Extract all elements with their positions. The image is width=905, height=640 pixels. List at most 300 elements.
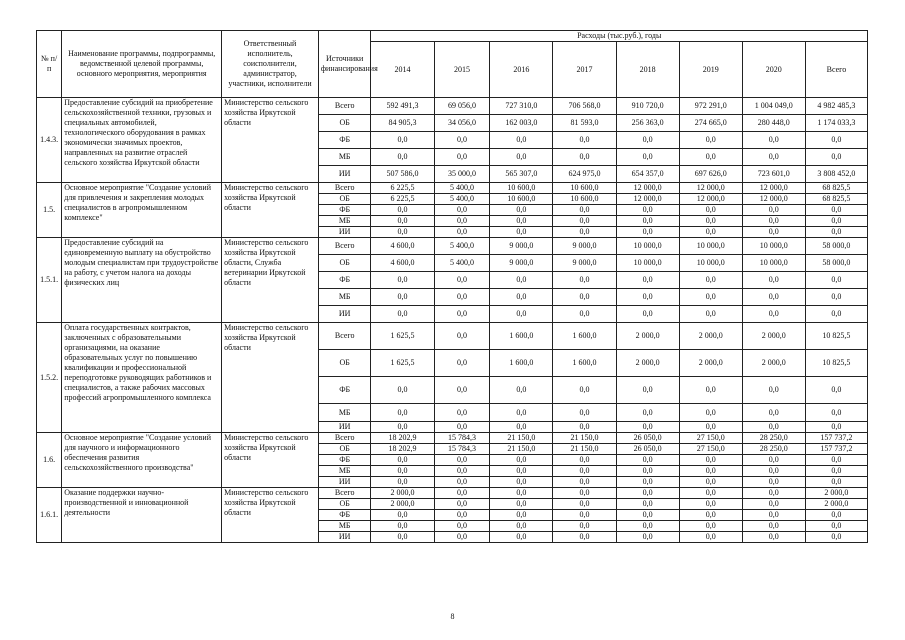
funding-source: Всего bbox=[318, 488, 371, 499]
funding-source: ИИ bbox=[318, 166, 371, 183]
total-cell: 0,0 bbox=[805, 404, 867, 422]
funding-source: МБ bbox=[318, 289, 371, 306]
amount-cell: 10 000,0 bbox=[742, 238, 805, 255]
total-cell: 0,0 bbox=[805, 455, 867, 466]
funding-source: ОБ bbox=[318, 444, 371, 455]
amount-cell: 0,0 bbox=[371, 532, 434, 543]
table-row bbox=[37, 98, 868, 115]
page-number: 8 bbox=[450, 612, 455, 621]
amount-cell: 0,0 bbox=[371, 272, 434, 289]
amount-cell: 21 150,0 bbox=[553, 444, 616, 455]
executor: Министерство сельского хозяйства Иркутской области bbox=[222, 433, 319, 488]
amount-cell: 0,0 bbox=[616, 227, 679, 238]
funding-source: ФБ bbox=[318, 272, 371, 289]
amount-cell: 5 400,0 bbox=[434, 255, 490, 272]
amount-cell: 6 225,5 bbox=[371, 183, 434, 194]
amount-cell: 0,0 bbox=[371, 306, 434, 323]
amount-cell: 0,0 bbox=[679, 499, 742, 510]
row-number: 1.6.1. bbox=[37, 488, 62, 543]
amount-cell: 1 625,5 bbox=[371, 350, 434, 377]
amount-cell: 0,0 bbox=[434, 289, 490, 306]
total-cell: 58 000,0 bbox=[805, 255, 867, 272]
amount-cell: 654 357,0 bbox=[616, 166, 679, 183]
amount-cell: 6 225,5 bbox=[371, 194, 434, 205]
amount-cell: 723 601,0 bbox=[742, 166, 805, 183]
amount-cell: 0,0 bbox=[616, 289, 679, 306]
amount-cell: 0,0 bbox=[490, 289, 553, 306]
amount-cell: 0,0 bbox=[742, 532, 805, 543]
amount-cell: 21 150,0 bbox=[553, 433, 616, 444]
amount-cell: 0,0 bbox=[742, 477, 805, 488]
amount-cell: 0,0 bbox=[742, 404, 805, 422]
header-total: Всего bbox=[805, 42, 867, 98]
amount-cell: 21 150,0 bbox=[490, 433, 553, 444]
amount-cell: 910 720,0 bbox=[616, 98, 679, 115]
amount-cell: 0,0 bbox=[742, 510, 805, 521]
amount-cell: 0,0 bbox=[616, 205, 679, 216]
total-cell: 157 737,2 bbox=[805, 444, 867, 455]
amount-cell: 21 150,0 bbox=[490, 444, 553, 455]
amount-cell: 0,0 bbox=[490, 521, 553, 532]
amount-cell: 0,0 bbox=[553, 289, 616, 306]
amount-cell: 0,0 bbox=[679, 149, 742, 166]
amount-cell: 727 310,0 bbox=[490, 98, 553, 115]
program-name: Оплата государственных контрактов, заключенных с образовательными организациями, на оказание образовательных услуг по повышению квалификации и профессиональной переподготовке руководящих работников и специалистов, а также рабочих массовых профессий агропромышленного комплекса bbox=[62, 323, 222, 433]
funding-source: ФБ bbox=[318, 455, 371, 466]
amount-cell: 10 000,0 bbox=[679, 238, 742, 255]
total-cell: 58 000,0 bbox=[805, 238, 867, 255]
amount-cell: 0,0 bbox=[616, 404, 679, 422]
amount-cell: 0,0 bbox=[679, 205, 742, 216]
amount-cell: 0,0 bbox=[434, 466, 490, 477]
amount-cell: 1 600,0 bbox=[490, 350, 553, 377]
amount-cell: 0,0 bbox=[371, 521, 434, 532]
amount-cell: 0,0 bbox=[490, 510, 553, 521]
amount-cell: 697 626,0 bbox=[679, 166, 742, 183]
amount-cell: 84 905,3 bbox=[371, 115, 434, 132]
amount-cell: 592 491,3 bbox=[371, 98, 434, 115]
amount-cell: 18 202,9 bbox=[371, 433, 434, 444]
total-cell: 0,0 bbox=[805, 477, 867, 488]
amount-cell: 0,0 bbox=[679, 132, 742, 149]
program-name: Основное мероприятие "Создание условий для привлечения и закрепления молодых специалистов в агропромышленном комплексе" bbox=[62, 183, 222, 238]
total-cell: 0,0 bbox=[805, 510, 867, 521]
amount-cell: 0,0 bbox=[616, 306, 679, 323]
amount-cell: 28 250,0 bbox=[742, 433, 805, 444]
amount-cell: 0,0 bbox=[742, 289, 805, 306]
amount-cell: 0,0 bbox=[553, 510, 616, 521]
funding-source: ИИ bbox=[318, 227, 371, 238]
total-cell: 0,0 bbox=[805, 466, 867, 477]
header-year: 2017 bbox=[553, 42, 616, 98]
table-header bbox=[37, 31, 868, 98]
amount-cell: 27 150,0 bbox=[679, 433, 742, 444]
total-cell: 10 825,5 bbox=[805, 350, 867, 377]
amount-cell: 34 056,0 bbox=[434, 115, 490, 132]
amount-cell: 10 000,0 bbox=[616, 238, 679, 255]
total-cell: 0,0 bbox=[805, 422, 867, 433]
header-number: № п/п bbox=[37, 31, 62, 98]
amount-cell: 0,0 bbox=[553, 422, 616, 433]
funding-source: ОБ bbox=[318, 115, 371, 132]
amount-cell: 0,0 bbox=[616, 521, 679, 532]
amount-cell: 12 000,0 bbox=[742, 194, 805, 205]
table-row bbox=[37, 183, 868, 194]
amount-cell: 0,0 bbox=[490, 499, 553, 510]
header-year: 2014 bbox=[371, 42, 434, 98]
amount-cell: 35 000,0 bbox=[434, 166, 490, 183]
funding-source: ИИ bbox=[318, 532, 371, 543]
row-number: 1.5. bbox=[37, 183, 62, 238]
funding-source: ФБ bbox=[318, 132, 371, 149]
amount-cell: 0,0 bbox=[490, 455, 553, 466]
total-cell: 0,0 bbox=[805, 272, 867, 289]
amount-cell: 0,0 bbox=[371, 422, 434, 433]
amount-cell: 5 400,0 bbox=[434, 194, 490, 205]
amount-cell: 0,0 bbox=[371, 289, 434, 306]
amount-cell: 0,0 bbox=[553, 532, 616, 543]
funding-source: ОБ bbox=[318, 350, 371, 377]
amount-cell: 1 600,0 bbox=[553, 350, 616, 377]
funding-source: ИИ bbox=[318, 422, 371, 433]
table-row bbox=[37, 238, 868, 255]
amount-cell: 0,0 bbox=[742, 499, 805, 510]
amount-cell: 10 600,0 bbox=[553, 183, 616, 194]
amount-cell: 0,0 bbox=[371, 466, 434, 477]
amount-cell: 0,0 bbox=[434, 272, 490, 289]
amount-cell: 0,0 bbox=[616, 272, 679, 289]
total-cell: 0,0 bbox=[805, 521, 867, 532]
amount-cell: 10 600,0 bbox=[490, 183, 553, 194]
amount-cell: 0,0 bbox=[371, 477, 434, 488]
table-row bbox=[37, 433, 868, 444]
amount-cell: 0,0 bbox=[434, 227, 490, 238]
amount-cell: 0,0 bbox=[679, 377, 742, 404]
total-cell: 0,0 bbox=[805, 216, 867, 227]
amount-cell: 0,0 bbox=[616, 510, 679, 521]
amount-cell: 1 600,0 bbox=[490, 323, 553, 350]
header-year: 2020 bbox=[742, 42, 805, 98]
funding-source: МБ bbox=[318, 521, 371, 532]
amount-cell: 0,0 bbox=[553, 216, 616, 227]
amount-cell: 9 000,0 bbox=[553, 238, 616, 255]
total-cell: 0,0 bbox=[805, 205, 867, 216]
amount-cell: 0,0 bbox=[490, 532, 553, 543]
amount-cell: 0,0 bbox=[679, 272, 742, 289]
header-year: 2019 bbox=[679, 42, 742, 98]
amount-cell: 0,0 bbox=[679, 532, 742, 543]
amount-cell: 1 625,5 bbox=[371, 323, 434, 350]
amount-cell: 0,0 bbox=[679, 289, 742, 306]
total-cell: 157 737,2 bbox=[805, 433, 867, 444]
program-name: Оказание поддержки научно-производственной и инновационной деятельности bbox=[62, 488, 222, 543]
funding-source: ОБ bbox=[318, 499, 371, 510]
amount-cell: 0,0 bbox=[490, 306, 553, 323]
amount-cell: 9 000,0 bbox=[490, 255, 553, 272]
funding-source: Всего bbox=[318, 238, 371, 255]
amount-cell: 162 003,0 bbox=[490, 115, 553, 132]
program-name: Предоставление субсидий на единовременную выплату на обустройство молодым специалистам при трудоустройстве на работу, с учетом налога на доходы физических лиц bbox=[62, 238, 222, 323]
amount-cell: 0,0 bbox=[490, 227, 553, 238]
amount-cell: 0,0 bbox=[434, 350, 490, 377]
amount-cell: 0,0 bbox=[434, 377, 490, 404]
amount-cell: 15 784,3 bbox=[434, 433, 490, 444]
amount-cell: 0,0 bbox=[434, 521, 490, 532]
header-executor: Ответственный исполнитель, соисполнители, администратор, участники, исполнители bbox=[222, 31, 319, 98]
amount-cell: 12 000,0 bbox=[616, 183, 679, 194]
total-cell: 68 825,5 bbox=[805, 183, 867, 194]
funding-source: ФБ bbox=[318, 510, 371, 521]
total-cell: 10 825,5 bbox=[805, 323, 867, 350]
amount-cell: 28 250,0 bbox=[742, 444, 805, 455]
amount-cell: 12 000,0 bbox=[679, 194, 742, 205]
amount-cell: 0,0 bbox=[616, 216, 679, 227]
amount-cell: 0,0 bbox=[679, 422, 742, 433]
amount-cell: 0,0 bbox=[679, 455, 742, 466]
amount-cell: 0,0 bbox=[490, 216, 553, 227]
amount-cell: 0,0 bbox=[616, 466, 679, 477]
amount-cell: 0,0 bbox=[553, 455, 616, 466]
row-number: 1.5.2. bbox=[37, 323, 62, 433]
expenses-table bbox=[36, 30, 868, 543]
amount-cell: 0,0 bbox=[434, 499, 490, 510]
amount-cell: 0,0 bbox=[434, 404, 490, 422]
amount-cell: 0,0 bbox=[371, 132, 434, 149]
amount-cell: 2 000,0 bbox=[742, 350, 805, 377]
funding-source: ОБ bbox=[318, 255, 371, 272]
amount-cell: 706 568,0 bbox=[553, 98, 616, 115]
amount-cell: 2 000,0 bbox=[371, 499, 434, 510]
row-number: 1.5.1. bbox=[37, 238, 62, 323]
total-cell: 3 808 452,0 bbox=[805, 166, 867, 183]
amount-cell: 0,0 bbox=[553, 521, 616, 532]
total-cell: 0,0 bbox=[805, 289, 867, 306]
amount-cell: 0,0 bbox=[616, 377, 679, 404]
amount-cell: 0,0 bbox=[371, 510, 434, 521]
funding-source: МБ bbox=[318, 466, 371, 477]
amount-cell: 0,0 bbox=[553, 488, 616, 499]
amount-cell: 0,0 bbox=[490, 149, 553, 166]
amount-cell: 0,0 bbox=[616, 499, 679, 510]
total-cell: 0,0 bbox=[805, 132, 867, 149]
amount-cell: 26 050,0 bbox=[616, 444, 679, 455]
executor: Министерство сельского хозяйства Иркутской области bbox=[222, 323, 319, 433]
amount-cell: 0,0 bbox=[434, 149, 490, 166]
amount-cell: 2 000,0 bbox=[679, 350, 742, 377]
total-cell: 0,0 bbox=[805, 532, 867, 543]
amount-cell: 0,0 bbox=[434, 488, 490, 499]
amount-cell: 0,0 bbox=[490, 272, 553, 289]
amount-cell: 0,0 bbox=[434, 532, 490, 543]
amount-cell: 10 000,0 bbox=[679, 255, 742, 272]
amount-cell: 0,0 bbox=[616, 477, 679, 488]
amount-cell: 10 000,0 bbox=[616, 255, 679, 272]
total-cell: 1 174 033,3 bbox=[805, 115, 867, 132]
amount-cell: 10 600,0 bbox=[553, 194, 616, 205]
amount-cell: 0,0 bbox=[553, 499, 616, 510]
amount-cell: 0,0 bbox=[434, 422, 490, 433]
amount-cell: 0,0 bbox=[616, 455, 679, 466]
amount-cell: 0,0 bbox=[679, 227, 742, 238]
amount-cell: 0,0 bbox=[553, 306, 616, 323]
funding-source: МБ bbox=[318, 404, 371, 422]
table-row bbox=[37, 323, 868, 350]
amount-cell: 565 307,0 bbox=[490, 166, 553, 183]
amount-cell: 0,0 bbox=[371, 205, 434, 216]
funding-source: Всего bbox=[318, 323, 371, 350]
amount-cell: 0,0 bbox=[679, 510, 742, 521]
amount-cell: 0,0 bbox=[371, 216, 434, 227]
total-cell: 4 982 485,3 bbox=[805, 98, 867, 115]
amount-cell: 0,0 bbox=[616, 488, 679, 499]
amount-cell: 0,0 bbox=[742, 422, 805, 433]
header-year: 2016 bbox=[490, 42, 553, 98]
amount-cell: 0,0 bbox=[434, 323, 490, 350]
amount-cell: 4 600,0 bbox=[371, 255, 434, 272]
executor: Министерство сельского хозяйства Иркутской области, Служба ветеринарии Иркутской области bbox=[222, 238, 319, 323]
amount-cell: 0,0 bbox=[371, 377, 434, 404]
amount-cell: 4 600,0 bbox=[371, 238, 434, 255]
amount-cell: 624 975,0 bbox=[553, 166, 616, 183]
amount-cell: 0,0 bbox=[434, 132, 490, 149]
row-number: 1.4.3. bbox=[37, 98, 62, 183]
amount-cell: 0,0 bbox=[616, 132, 679, 149]
funding-source: Всего bbox=[318, 183, 371, 194]
amount-cell: 2 000,0 bbox=[616, 323, 679, 350]
table-body bbox=[37, 98, 868, 543]
amount-cell: 0,0 bbox=[553, 149, 616, 166]
program-name: Предоставление субсидий на приобретение сельскохозяйственной техники, грузовых и специальных автомобилей, технологического оборудования в рамках экономически значимых проектов, направленных на развитие отраслей сельского хозяйства Иркутской области bbox=[62, 98, 222, 183]
amount-cell: 0,0 bbox=[434, 306, 490, 323]
funding-source: Всего bbox=[318, 433, 371, 444]
total-cell: 2 000,0 bbox=[805, 499, 867, 510]
amount-cell: 12 000,0 bbox=[679, 183, 742, 194]
amount-cell: 0,0 bbox=[490, 477, 553, 488]
amount-cell: 0,0 bbox=[679, 216, 742, 227]
total-cell: 0,0 bbox=[805, 306, 867, 323]
amount-cell: 0,0 bbox=[616, 532, 679, 543]
funding-source: МБ bbox=[318, 216, 371, 227]
amount-cell: 0,0 bbox=[553, 377, 616, 404]
amount-cell: 0,0 bbox=[434, 455, 490, 466]
amount-cell: 972 291,0 bbox=[679, 98, 742, 115]
amount-cell: 0,0 bbox=[742, 455, 805, 466]
table-row bbox=[37, 488, 868, 499]
header-expenses: Расходы (тыс.руб.), годы bbox=[371, 31, 868, 42]
amount-cell: 1 004 049,0 bbox=[742, 98, 805, 115]
amount-cell: 0,0 bbox=[742, 132, 805, 149]
amount-cell: 12 000,0 bbox=[742, 183, 805, 194]
amount-cell: 507 586,0 bbox=[371, 166, 434, 183]
amount-cell: 0,0 bbox=[742, 521, 805, 532]
amount-cell: 0,0 bbox=[679, 306, 742, 323]
executor: Министерство сельского хозяйства Иркутской области bbox=[222, 183, 319, 238]
amount-cell: 2 000,0 bbox=[371, 488, 434, 499]
amount-cell: 274 665,0 bbox=[679, 115, 742, 132]
amount-cell: 0,0 bbox=[742, 306, 805, 323]
amount-cell: 10 600,0 bbox=[490, 194, 553, 205]
amount-cell: 26 050,0 bbox=[616, 433, 679, 444]
amount-cell: 0,0 bbox=[371, 404, 434, 422]
amount-cell: 12 000,0 bbox=[616, 194, 679, 205]
amount-cell: 18 202,9 bbox=[371, 444, 434, 455]
amount-cell: 9 000,0 bbox=[553, 255, 616, 272]
amount-cell: 9 000,0 bbox=[490, 238, 553, 255]
amount-cell: 256 363,0 bbox=[616, 115, 679, 132]
amount-cell: 0,0 bbox=[490, 205, 553, 216]
amount-cell: 0,0 bbox=[679, 521, 742, 532]
amount-cell: 0,0 bbox=[490, 422, 553, 433]
amount-cell: 280 448,0 bbox=[742, 115, 805, 132]
amount-cell: 81 593,0 bbox=[553, 115, 616, 132]
executor: Министерство сельского хозяйства Иркутской области bbox=[222, 488, 319, 543]
funding-source: ИИ bbox=[318, 477, 371, 488]
funding-source: ОБ bbox=[318, 194, 371, 205]
amount-cell: 0,0 bbox=[742, 227, 805, 238]
amount-cell: 0,0 bbox=[742, 272, 805, 289]
document-page bbox=[36, 30, 868, 543]
amount-cell: 0,0 bbox=[490, 488, 553, 499]
amount-cell: 2 000,0 bbox=[616, 350, 679, 377]
amount-cell: 0,0 bbox=[490, 466, 553, 477]
executor: Министерство сельского хозяйства Иркутской области bbox=[222, 98, 319, 183]
amount-cell: 0,0 bbox=[553, 132, 616, 149]
amount-cell: 15 784,3 bbox=[434, 444, 490, 455]
funding-source: ФБ bbox=[318, 205, 371, 216]
amount-cell: 0,0 bbox=[434, 510, 490, 521]
amount-cell: 5 400,0 bbox=[434, 183, 490, 194]
amount-cell: 2 000,0 bbox=[742, 323, 805, 350]
total-cell: 2 000,0 bbox=[805, 488, 867, 499]
amount-cell: 0,0 bbox=[742, 466, 805, 477]
amount-cell: 0,0 bbox=[679, 404, 742, 422]
amount-cell: 0,0 bbox=[616, 422, 679, 433]
amount-cell: 0,0 bbox=[553, 466, 616, 477]
amount-cell: 0,0 bbox=[742, 149, 805, 166]
amount-cell: 0,0 bbox=[742, 205, 805, 216]
amount-cell: 0,0 bbox=[553, 477, 616, 488]
amount-cell: 0,0 bbox=[553, 404, 616, 422]
amount-cell: 0,0 bbox=[371, 227, 434, 238]
funding-source: МБ bbox=[318, 149, 371, 166]
header-program-name: Наименование программы, подпрограммы, ведомственной целевой программы, основного мероприятия, мероприятия bbox=[62, 31, 222, 98]
amount-cell: 2 000,0 bbox=[679, 323, 742, 350]
funding-source: ФБ bbox=[318, 377, 371, 404]
funding-source: Всего bbox=[318, 98, 371, 115]
amount-cell: 0,0 bbox=[742, 377, 805, 404]
amount-cell: 0,0 bbox=[679, 488, 742, 499]
row-number: 1.6. bbox=[37, 433, 62, 488]
amount-cell: 1 600,0 bbox=[553, 323, 616, 350]
amount-cell: 0,0 bbox=[553, 205, 616, 216]
amount-cell: 0,0 bbox=[371, 149, 434, 166]
amount-cell: 5 400,0 bbox=[434, 238, 490, 255]
amount-cell: 0,0 bbox=[434, 205, 490, 216]
amount-cell: 0,0 bbox=[371, 455, 434, 466]
amount-cell: 0,0 bbox=[553, 227, 616, 238]
header-year: 2015 bbox=[434, 42, 490, 98]
amount-cell: 0,0 bbox=[490, 404, 553, 422]
amount-cell: 0,0 bbox=[553, 272, 616, 289]
header-funding-source: Источники финансирования bbox=[318, 31, 371, 98]
amount-cell: 0,0 bbox=[616, 149, 679, 166]
amount-cell: 0,0 bbox=[434, 216, 490, 227]
header-year: 2018 bbox=[616, 42, 679, 98]
amount-cell: 10 000,0 bbox=[742, 255, 805, 272]
total-cell: 0,0 bbox=[805, 149, 867, 166]
amount-cell: 0,0 bbox=[742, 216, 805, 227]
total-cell: 68 825,5 bbox=[805, 194, 867, 205]
